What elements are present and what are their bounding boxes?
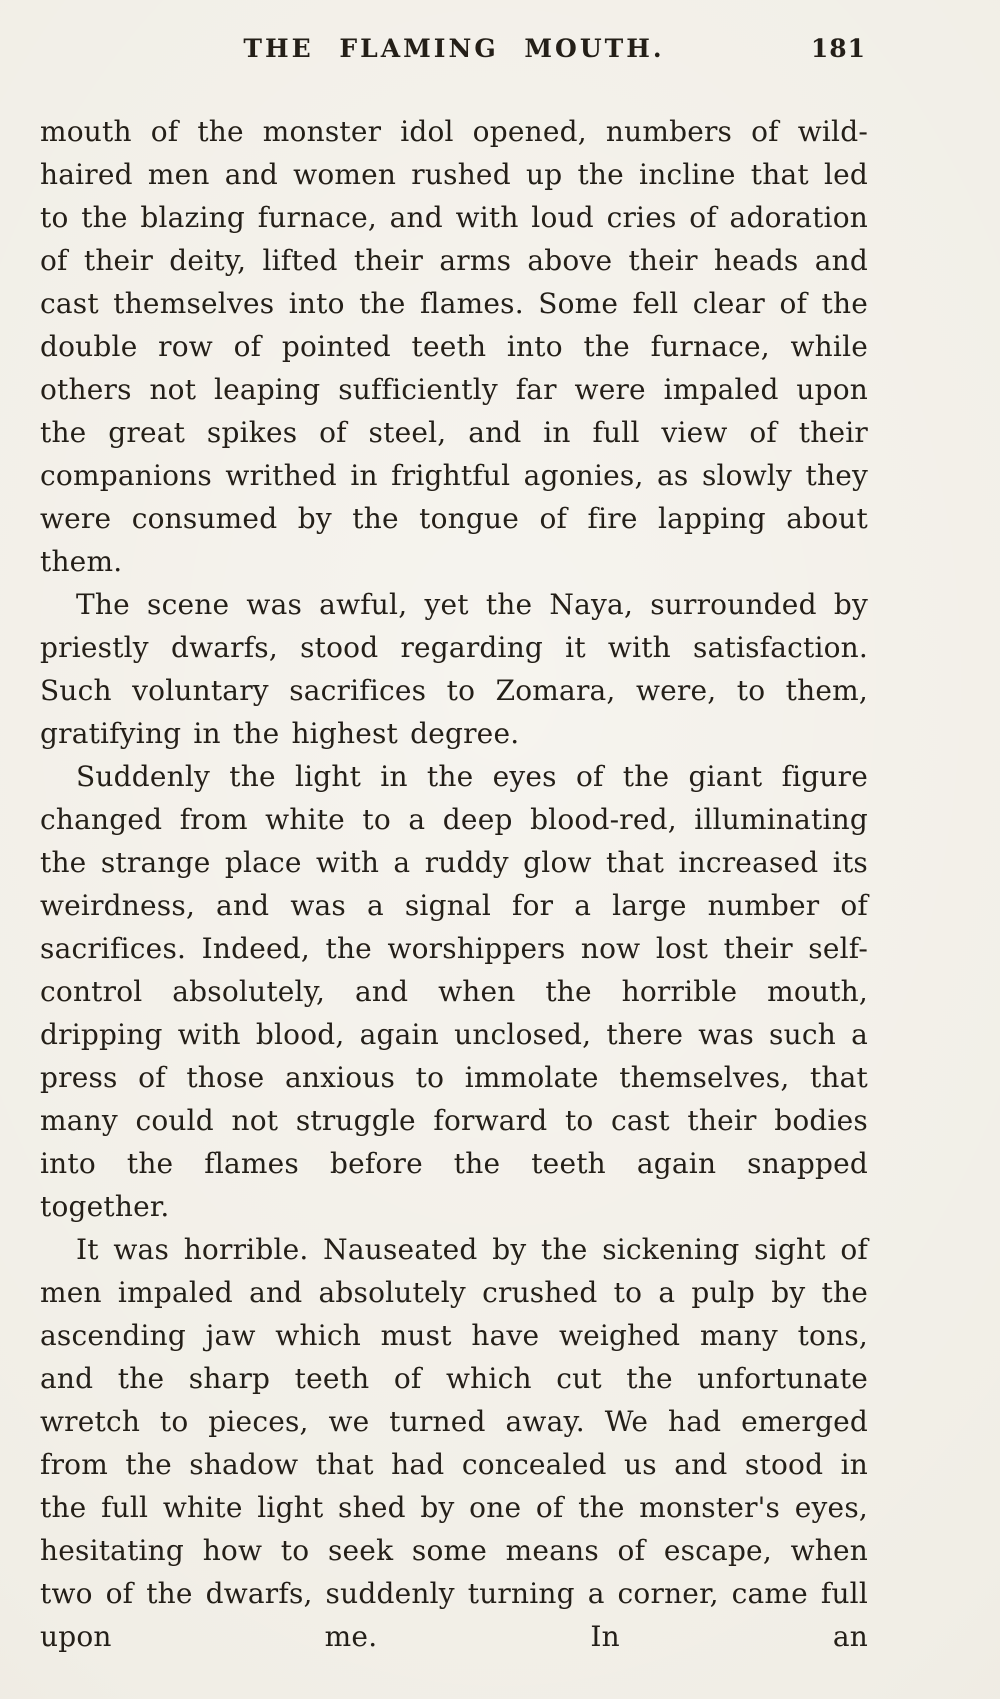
paragraph: The scene was awful, yet the Naya, surrounded by priestly dwarfs, stood regarding it with satisfaction. Such voluntary sacrifices to Zomara, were, to them, gratifying in the highest degree.: [40, 588, 868, 750]
running-title: THE FLAMING MOUTH.: [243, 34, 665, 63]
paragraph: mouth of the monster idol opened, numbers of wild-haired men and women rushed up the incline that led to the blazing furnace, and with loud cries of adoration of their deity, lifted their arms above their heads and cast themselves into the flames. Some fell clear of the double row of pointed teeth into the furnace, while others not leaping sufficiently far were impaled upon the great spikes of steel, and in full view of their companions writhed in frightful agonies, as slowly they were consumed by the tongue of fire lapping about them.: [40, 115, 868, 578]
paragraph: Suddenly the light in the eyes of the giant figure changed from white to a deep blood-red, illuminating the strange place with a ruddy glow that increased its weirdness, and was a signal for a large number of sacrifices. Indeed, the worshippers now lost their self-control absolutely, and when the horrible mouth, dripping with blood, again unclosed, there was such a press of those anxious to immolate themselves, that many could not struggle forward to cast their bodies into the flames before the teeth again snapped together.: [40, 760, 868, 1223]
body-text: [40, 110, 868, 1658]
page-number: 181: [810, 34, 866, 63]
page-header: [40, 34, 868, 78]
paragraph: It was horrible. Nauseated by the sickening sight of men impaled and absolutely crushed to a pulp by the ascending jaw which must have weighed many tons, and the sharp teeth of which cut the unfortunate wretch to pieces, we turned away. We had emerged from the shadow that had concealed us and stood in the full white light shed by one of the monster's eyes, hesitating how to seek some means of escape, when two of the dwarfs, suddenly turning a corner, came full upon me. In an: [40, 1233, 868, 1653]
page-content: [40, 0, 868, 1658]
